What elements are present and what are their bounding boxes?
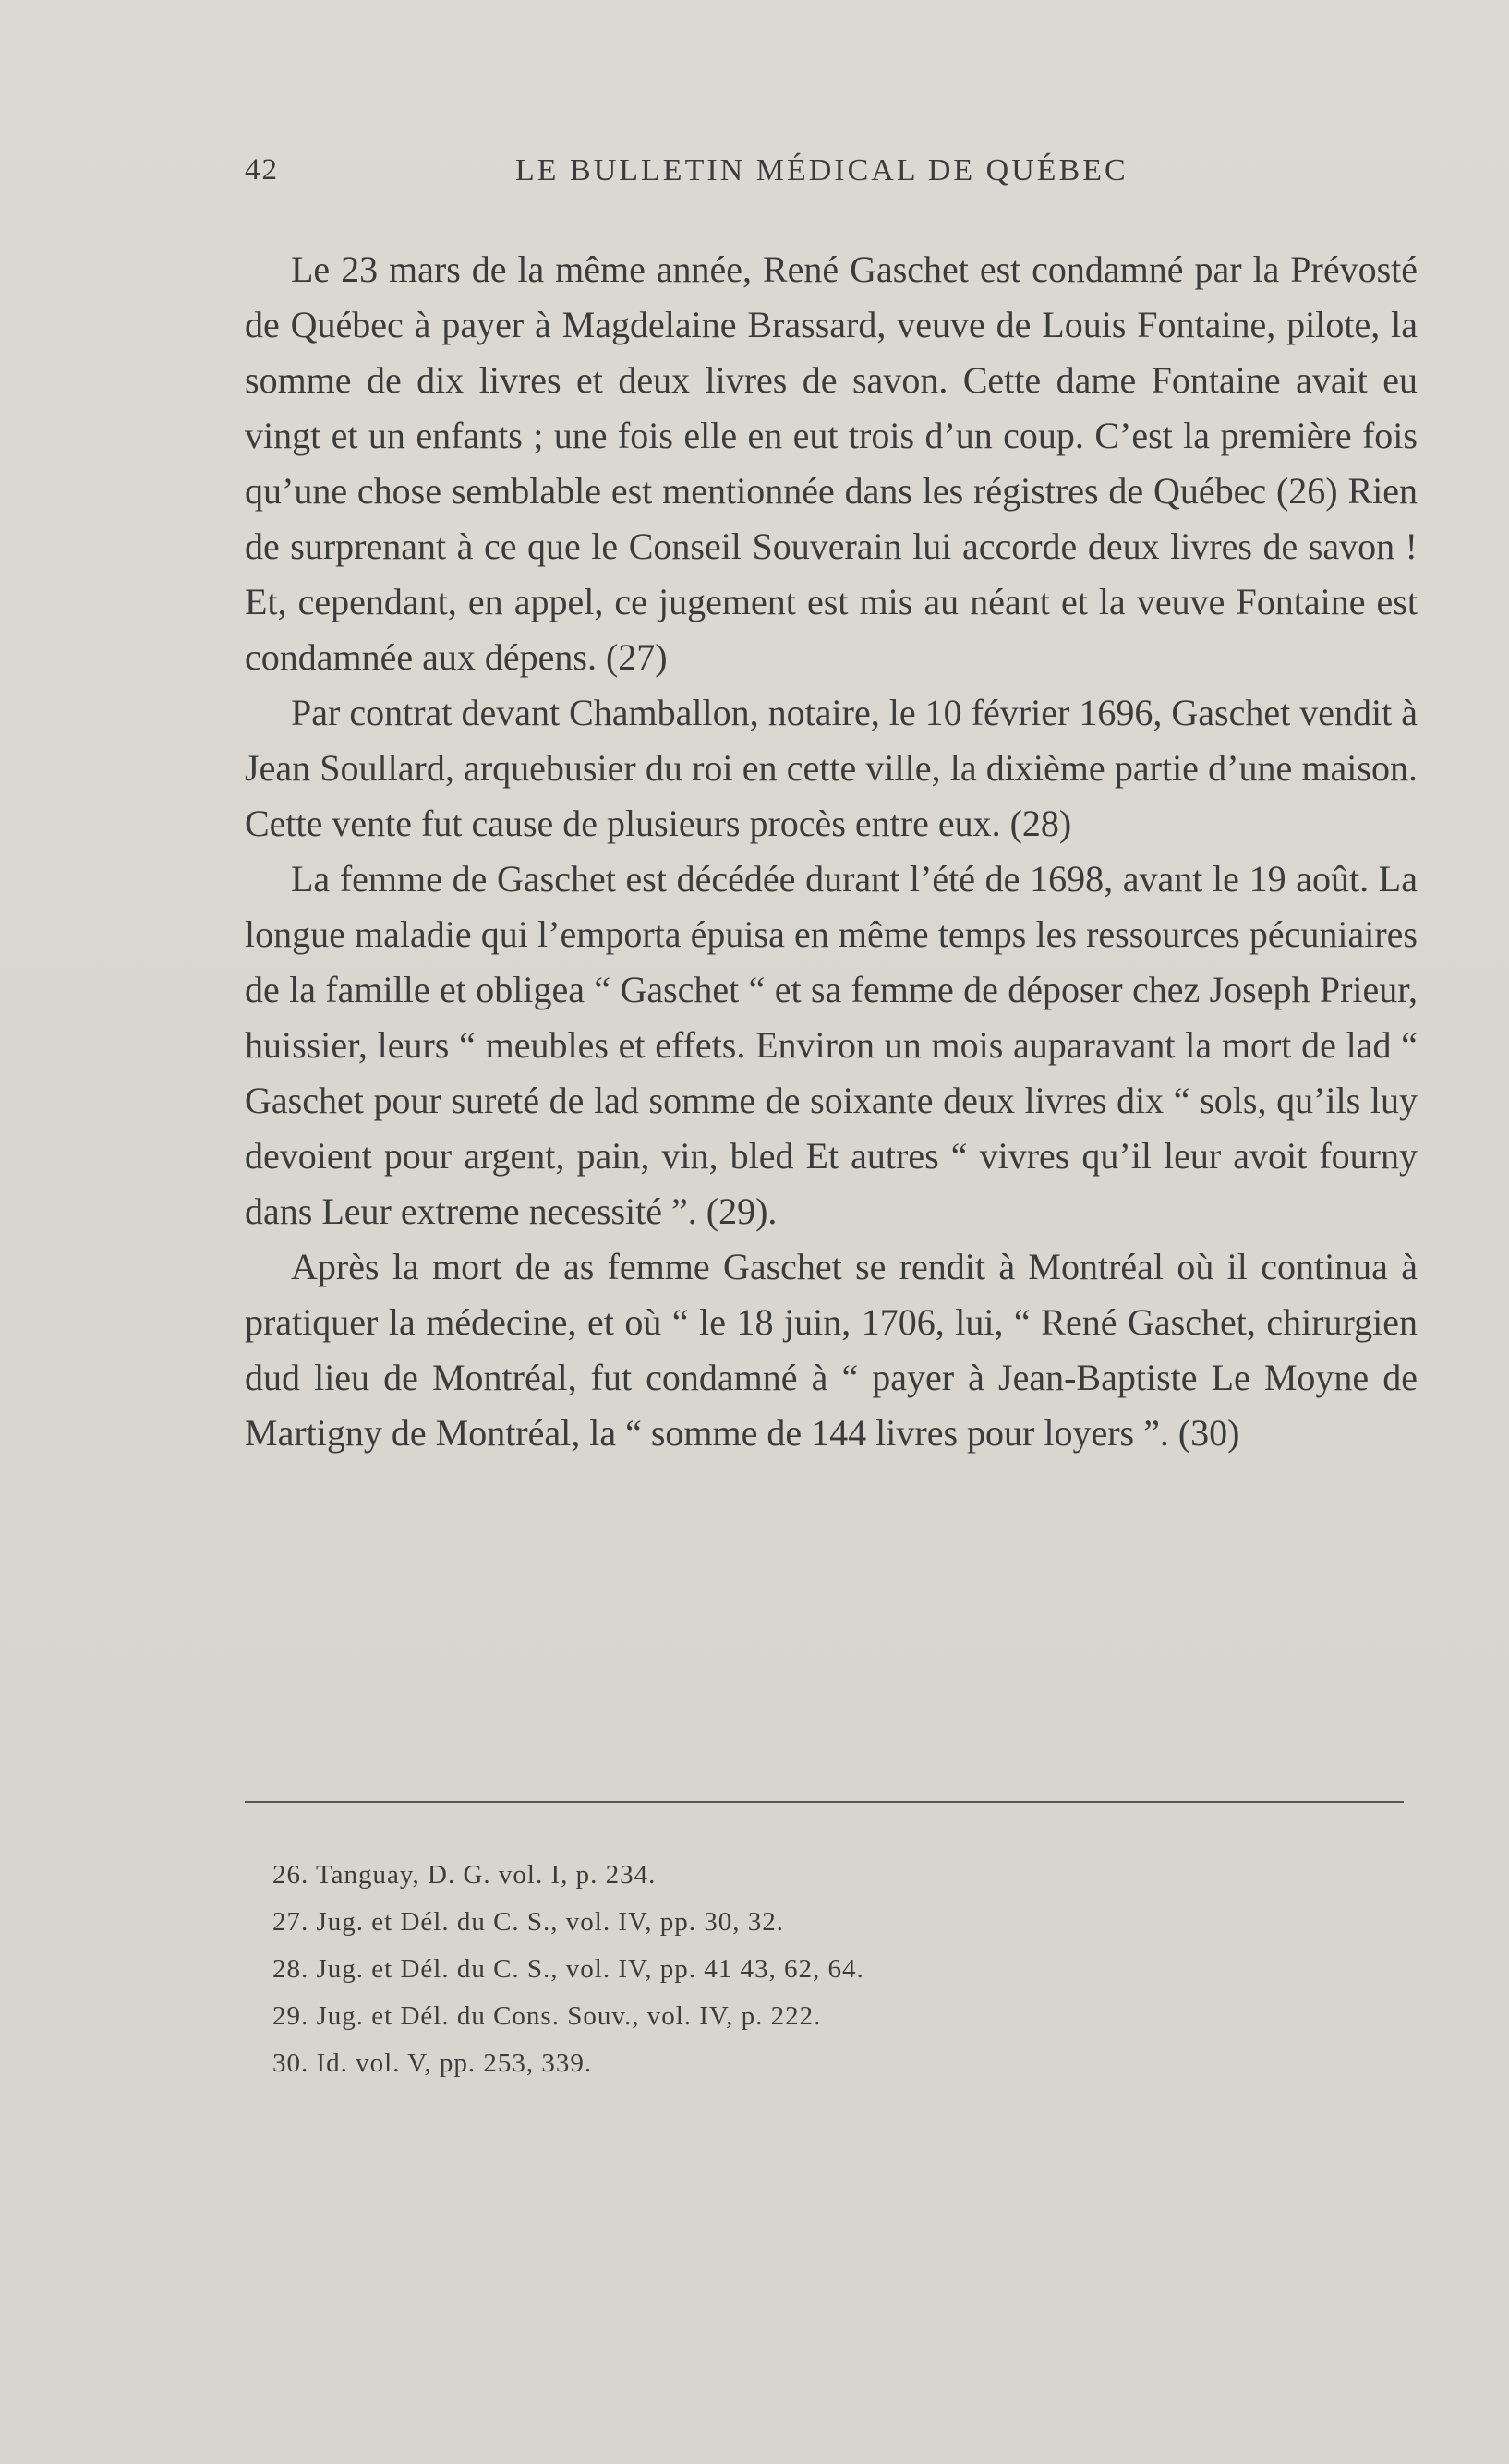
- paragraph: Par contrat devant Chamballon, notaire, le 10 février 1696, Gaschet vendit à Jean Soullard, arquebusier du roi en cette ville, la dixième partie d’une maison. Cette vente fut cause de plusieurs procès entre eux. (28): [245, 692, 1418, 844]
- footnote: 26. Tanguay, D. G. vol. I, p. 234.: [272, 1860, 657, 1890]
- running-title: LE BULLETIN MÉDICAL DE QUÉBEC: [515, 153, 1129, 187]
- page-header: [245, 153, 1408, 194]
- footnotes: [272, 1852, 1288, 2087]
- footnote-divider: [245, 1801, 1404, 1803]
- paragraph: Le 23 mars de la même année, René Gaschet est condamné par la Prévosté de Québec à payer à Magdelaine Brassard, veuve de Louis Fontaine, pilote, la somme de dix livres et deux livres de savon. Cette dame Fontaine avait eu vingt et un enfants ; une fois elle en eut trois d’un coup. C’est la première fois qu’une chose semblable est mentionnée dans les régistres de Québec (26) Rien de surprenant à ce que le Conseil Souverain lui accorde deux livres de savon ! Et, cependant, en appel, ce jugement est mis au néant et la veuve Fontaine est condamnée aux dépens. (27): [245, 248, 1418, 678]
- paragraph: La femme de Gaschet est décédée durant l’été de 1698, avant le 19 août. La longue maladie qui l’emporta épuisa en même temps les ressources pécuniaires de la famille et obligea “ Gaschet “ et sa femme de déposer chez Joseph Prieur, huissier, leurs “ meubles et effets. Environ un mois auparavant la mort de lad “ Gaschet pour sureté de lad somme de soixante deux livres dix “ sols, qu’ils luy devoient pour argent, pain, vin, bled Et autres “ vivres qu’il leur avoit fourny dans Leur extreme necessité ”. (29).: [245, 858, 1418, 1232]
- footnote: 28. Jug. et Dél. du C. S., vol. IV, pp. 41 43, 62, 64.: [272, 1954, 864, 1984]
- body-text: [245, 242, 1418, 1461]
- footnote: 27. Jug. et Dél. du C. S., vol. IV, pp. 30, 32.: [272, 1907, 784, 1937]
- footnote: 30. Id. vol. V, pp. 253, 339.: [272, 2048, 593, 2078]
- paragraph: Après la mort de as femme Gaschet se rendit à Montréal où il continua à pratiquer la médecine, et où “ le 18 juin, 1706, lui, “ René Gaschet, chirurgien dud lieu de Montréal, fut condamné à “ payer à Jean-Baptiste Le Moyne de Martigny de Montréal, la “ somme de 144 livres pour loyers ”. (30): [245, 1246, 1418, 1454]
- footnote: 29. Jug. et Dél. du Cons. Souv., vol. IV, p. 222.: [272, 2001, 822, 2031]
- page-number: 42: [245, 153, 279, 187]
